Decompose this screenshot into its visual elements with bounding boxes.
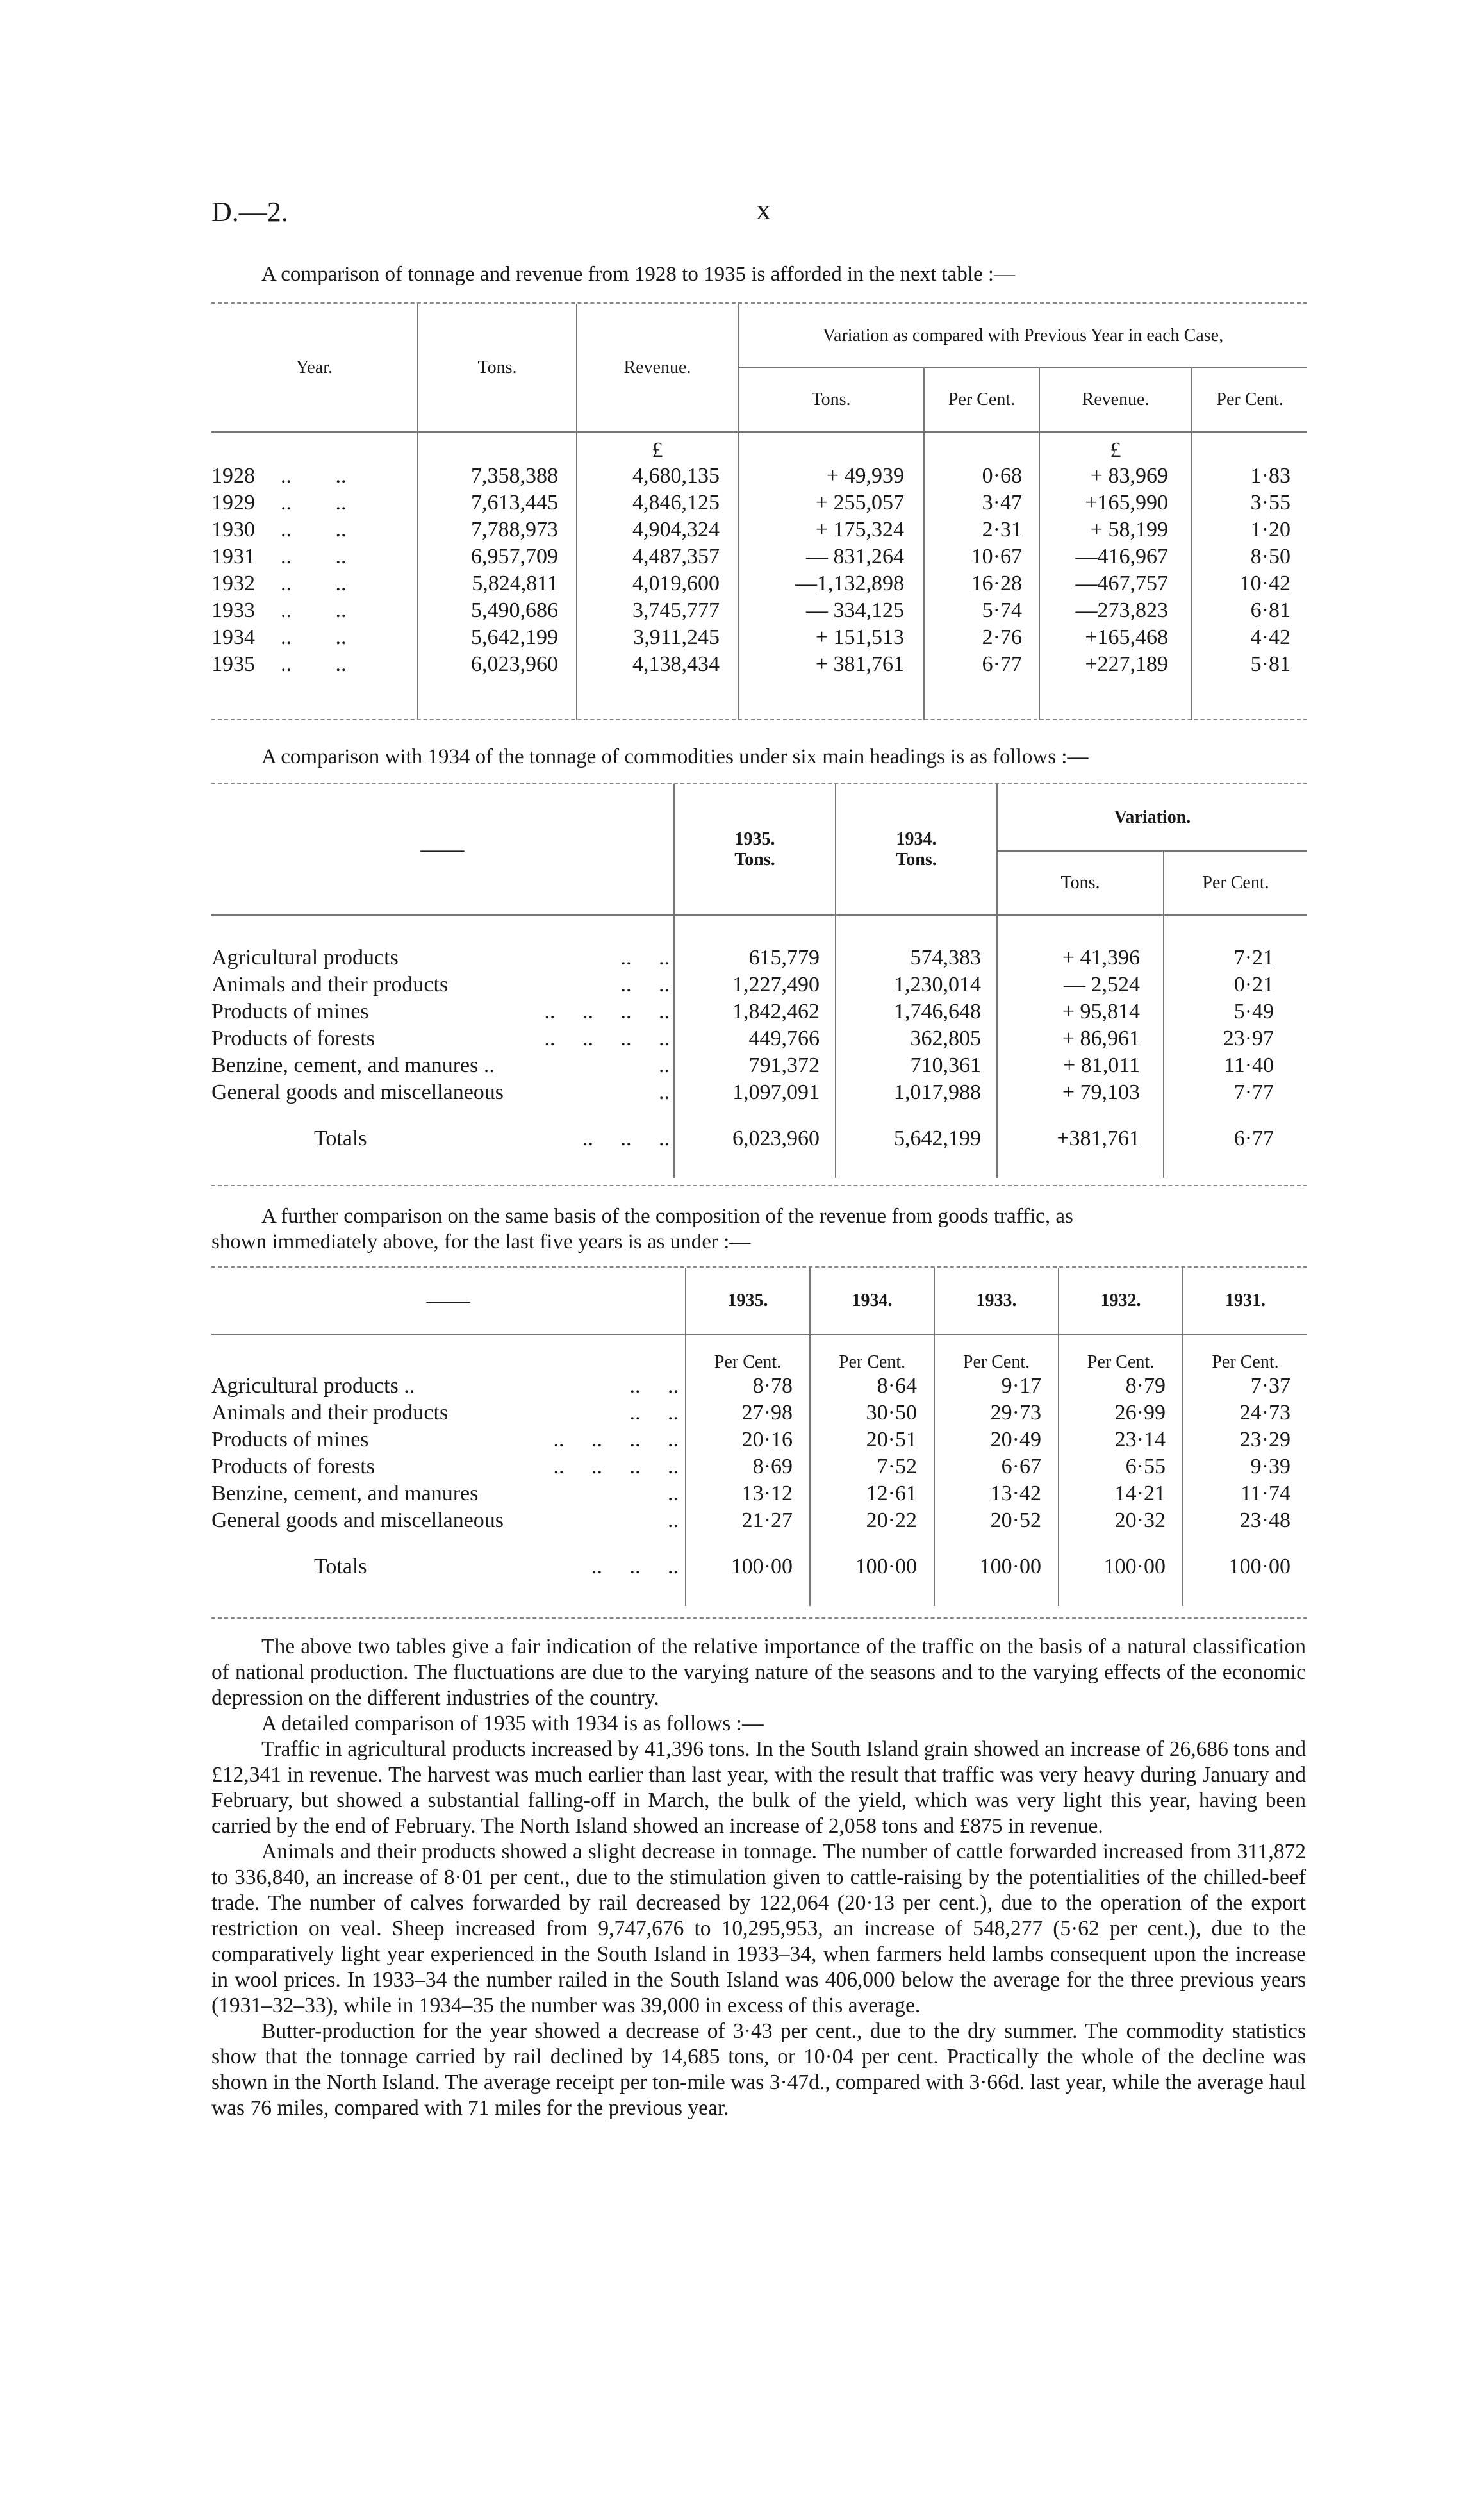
commodity-label-cell — [211, 945, 674, 971]
var-pct-cell: 10·42 — [1192, 570, 1307, 597]
revenue-cell: 4,680,135 — [577, 463, 738, 490]
pct-1931-cell: 23·29 — [1183, 1426, 1307, 1453]
table-row — [211, 1400, 1307, 1426]
table-row — [211, 1426, 1307, 1453]
tons-1934-cell: 1,746,648 — [836, 998, 997, 1025]
var-pct-cell: 4·42 — [1192, 624, 1307, 651]
var-pct-cell: 1·83 — [1192, 463, 1307, 490]
tons-1934-cell: 362,805 — [836, 1025, 997, 1052]
totals-row — [211, 1125, 1307, 1152]
pct-1933-cell: 100·00 — [934, 1553, 1059, 1580]
commodity-label: Animals and their products — [211, 973, 449, 996]
tons-1934-cell: 710,361 — [836, 1052, 997, 1079]
var-pct-cell: 5·81 — [1192, 651, 1307, 678]
commodity-label-cell — [211, 1052, 674, 1079]
tons-1934-cell: 1,230,014 — [836, 971, 997, 998]
var-revenue-cell: + 58,199 — [1039, 517, 1192, 543]
tons-1935-cell: 6,023,960 — [674, 1125, 836, 1152]
col-header-1935-year: 1935. — [734, 829, 775, 849]
tons-1935-cell: 1,842,462 — [674, 998, 836, 1025]
col-header-1935 — [674, 784, 836, 915]
pct-1935-cell: 8·69 — [686, 1453, 810, 1480]
table1-intro: A comparison of tonnage and revenue from 1928 to 1935 is afforded in the next table :— — [261, 263, 1016, 286]
commodity-label-cell — [211, 998, 674, 1025]
pct-1935-cell: 8·78 — [686, 1373, 810, 1400]
leader-dots: .. — [659, 1054, 670, 1077]
pct-1932-cell: 14·21 — [1059, 1480, 1183, 1507]
pct-1931-cell: 24·73 — [1183, 1400, 1307, 1426]
var-tons-cell: + 175,324 — [738, 517, 924, 543]
col-header-1934-unit: Tons. — [896, 849, 937, 870]
pct-1931-cell: 100·00 — [1183, 1553, 1307, 1580]
var-revenue-cell: —467,757 — [1039, 570, 1192, 597]
leader-dots: .. .. .. .. — [544, 1000, 670, 1023]
leader-dots: .. .. .. .. — [553, 1428, 679, 1451]
table3-intro-line2: shown immediately above, for the last five years is as under :— — [211, 1230, 751, 1253]
var-pct-cell: 6·77 — [924, 651, 1039, 678]
leader-dots: .. .. — [281, 652, 347, 676]
leader-dots: .. .. — [629, 1401, 679, 1425]
commodity-tonnage-table — [211, 784, 1307, 1178]
commodity-label-cell — [211, 1079, 674, 1106]
table-row — [211, 490, 1307, 517]
col-header-revenue: Revenue. — [577, 304, 738, 432]
revenue-cell: 4,904,324 — [577, 517, 738, 543]
commodity-label-cell — [211, 1553, 686, 1580]
var-pct-cell: 3·47 — [924, 490, 1039, 517]
tons-1935-cell: 1,227,490 — [674, 971, 836, 998]
var-pct-cell: 10·67 — [924, 543, 1039, 570]
paragraph: The above two tables give a fair indication of the relative importance of the traffic on the basis of a natural classification of national production. The fluctuations are due to the varying nature of the seasons and to the varying effects of the economic depression on the different industries of the country. — [211, 1635, 1306, 1710]
tons-cell: 5,642,199 — [418, 624, 577, 651]
tons-1935-cell: 791,372 — [674, 1052, 836, 1079]
table-row — [211, 1079, 1307, 1106]
year-cell — [211, 624, 418, 651]
pct-1935-cell: 13·12 — [686, 1480, 810, 1507]
leader-dots: .. .. — [281, 572, 347, 595]
var-pct-cell: 0·21 — [1164, 971, 1307, 998]
leader-dots: .. .. .. .. — [553, 1455, 679, 1478]
var-pct-cell: 7·77 — [1164, 1079, 1307, 1106]
leader-dots: .. — [668, 1482, 679, 1505]
leader-dots: .. .. — [629, 1374, 679, 1398]
var-pct-cell: 5·49 — [1164, 998, 1307, 1025]
table-row — [211, 517, 1307, 543]
leader-dots: .. .. — [281, 625, 347, 649]
col-header-variation: Variation as compared with Previous Year in each Case, — [738, 304, 1307, 368]
pct-1931-cell: 9·39 — [1183, 1453, 1307, 1480]
leader-dots: .. .. .. — [582, 1127, 670, 1150]
paragraph: Butter-production for the year showed a decrease of 3·43 per cent., due to the dry summer. The commodity statistics show that the tonnage carried by rail declined by 14,685 tons, or 10·04 per cent. Practically the whole of the decline was shown in the North Island. The average receipt per ton-mile was 3·47d., compared with 3·66d. last year, while the average haul was 76 miles, compared with 71 miles for the previous year. — [211, 2019, 1306, 2120]
var-tons-cell: + 81,011 — [997, 1052, 1164, 1079]
col-header-1935: 1935. — [686, 1268, 810, 1334]
col-header-var-pct: Per Cent. — [1164, 851, 1307, 915]
table-row — [211, 597, 1307, 624]
year-value: 1933 — [211, 599, 255, 622]
year-cell — [211, 490, 418, 517]
table-row — [211, 1373, 1307, 1400]
unit-label: Per Cent. — [810, 1334, 934, 1373]
var-revenue-cell: —273,823 — [1039, 597, 1192, 624]
table2-intro: A comparison with 1934 of the tonnage of commodities under six main headings is as follows :— — [261, 745, 1089, 768]
commodity-label: Benzine, cement, and manures .. — [211, 1054, 495, 1077]
var-tons-cell: + 49,939 — [738, 463, 924, 490]
pct-1934-cell: 100·00 — [810, 1553, 934, 1580]
var-pct-cell: 5·74 — [924, 597, 1039, 624]
var-tons-cell: + 41,396 — [997, 945, 1164, 971]
revenue-cell: 4,138,434 — [577, 651, 738, 678]
commodity-label: Totals — [314, 1555, 367, 1578]
pct-1934-cell: 8·64 — [810, 1373, 934, 1400]
table2-bottom-rule — [211, 1185, 1307, 1186]
leader-dots: .. .. — [281, 545, 347, 568]
tons-1935-cell: 615,779 — [674, 945, 836, 971]
var-tons-cell: + 381,761 — [738, 651, 924, 678]
revenue-composition-table — [211, 1268, 1307, 1606]
var-tons-cell: —1,132,898 — [738, 570, 924, 597]
year-value: 1930 — [211, 518, 255, 542]
pct-1933-cell: 13·42 — [934, 1480, 1059, 1507]
var-pct-cell: 7·21 — [1164, 945, 1307, 971]
col-header-var-revenue: Revenue. — [1039, 368, 1192, 432]
col-header-1934-year: 1934. — [896, 829, 937, 849]
commodity-label: Products of mines — [211, 1000, 369, 1023]
var-pct-cell: 3·55 — [1192, 490, 1307, 517]
year-value: 1928 — [211, 464, 255, 488]
col-header-var-pct: Per Cent. — [924, 368, 1039, 432]
pct-1935-cell: 27·98 — [686, 1400, 810, 1426]
var-revenue-cell: +165,990 — [1039, 490, 1192, 517]
var-pct-cell: 11·40 — [1164, 1052, 1307, 1079]
var-tons-cell: + 255,057 — [738, 490, 924, 517]
revenue-cell: 4,487,357 — [577, 543, 738, 570]
leader-dots: .. .. — [620, 946, 670, 970]
leader-dots: .. — [668, 1509, 679, 1532]
table-row — [211, 945, 1307, 971]
tons-cell: 6,957,709 — [418, 543, 577, 570]
revenue-cell: 3,911,245 — [577, 624, 738, 651]
commodity-label-cell — [211, 1426, 686, 1453]
var-pct-cell: 1·20 — [1192, 517, 1307, 543]
table-row — [211, 1025, 1307, 1052]
col-header-1933: 1933. — [934, 1268, 1059, 1334]
var-pct-cell: 6·81 — [1192, 597, 1307, 624]
pct-1934-cell: 7·52 — [810, 1453, 934, 1480]
table-row — [211, 998, 1307, 1025]
commodity-label-cell — [211, 1125, 674, 1152]
pct-1931-cell: 11·74 — [1183, 1480, 1307, 1507]
pct-1933-cell: 29·73 — [934, 1400, 1059, 1426]
var-pct-cell: 2·31 — [924, 517, 1039, 543]
commodity-label: Products of forests — [211, 1455, 375, 1478]
commodity-label: Products of forests — [211, 1027, 375, 1050]
var-tons-cell: + 151,513 — [738, 624, 924, 651]
commodity-label: General goods and miscellaneous — [211, 1509, 504, 1532]
commodity-label: Animals and their products — [211, 1401, 449, 1425]
tons-1935-cell: 1,097,091 — [674, 1079, 836, 1106]
pct-1932-cell: 20·32 — [1059, 1507, 1183, 1534]
commodity-label: Agricultural products — [211, 946, 399, 970]
commodity-label-cell — [211, 1025, 674, 1052]
leader-dots: .. .. — [281, 518, 347, 542]
year-cell — [211, 543, 418, 570]
pct-1935-cell: 21·27 — [686, 1507, 810, 1534]
year-cell — [211, 463, 418, 490]
col-header-1932: 1932. — [1059, 1268, 1183, 1334]
currency-symbol: £ — [577, 432, 738, 463]
leader-dots: .. .. — [620, 973, 670, 996]
var-pct-cell: 6·77 — [1164, 1125, 1307, 1152]
leader-dots: .. .. .. — [591, 1555, 679, 1578]
row-header-blank: —— — [420, 837, 465, 861]
year-value: 1932 — [211, 572, 255, 595]
table-row — [211, 463, 1307, 490]
col-header-1935-unit: Tons. — [734, 849, 775, 870]
pct-1934-cell: 30·50 — [810, 1400, 934, 1426]
leader-dots: .. .. — [281, 464, 347, 488]
var-tons-cell: + 79,103 — [997, 1079, 1164, 1106]
col-header-var-pct: Per Cent. — [1192, 368, 1307, 432]
tons-cell: 7,788,973 — [418, 517, 577, 543]
commodity-label: Totals — [314, 1127, 367, 1150]
pct-1935-cell: 20·16 — [686, 1426, 810, 1453]
tons-cell: 6,023,960 — [418, 651, 577, 678]
pct-1935-cell: 100·00 — [686, 1553, 810, 1580]
table3-bottom-rule — [211, 1617, 1307, 1619]
col-header-1934: 1934. — [810, 1268, 934, 1334]
var-tons-cell: +381,761 — [997, 1125, 1164, 1152]
revenue-cell: 4,019,600 — [577, 570, 738, 597]
document-reference: D.—2. — [211, 196, 288, 227]
page-number: x — [756, 193, 771, 226]
revenue-cell: 4,846,125 — [577, 490, 738, 517]
table-row — [211, 971, 1307, 998]
col-header-year: Year. — [295, 357, 333, 377]
unit-label: Per Cent. — [686, 1334, 810, 1373]
pct-1933-cell: 6·67 — [934, 1453, 1059, 1480]
var-revenue-cell: +165,468 — [1039, 624, 1192, 651]
var-pct-cell: 16·28 — [924, 570, 1039, 597]
table-row — [211, 651, 1307, 678]
pct-1932-cell: 100·00 — [1059, 1553, 1183, 1580]
table3-intro-line1: A further comparison on the same basis of the composition of the revenue from goods traffic, as — [261, 1205, 1073, 1228]
leader-dots: .. .. .. .. — [544, 1027, 670, 1050]
pct-1931-cell: 23·48 — [1183, 1507, 1307, 1534]
totals-row — [211, 1553, 1307, 1580]
var-revenue-cell: +227,189 — [1039, 651, 1192, 678]
table-row — [211, 543, 1307, 570]
leader-dots: .. .. — [281, 599, 347, 622]
tons-cell: 5,490,686 — [418, 597, 577, 624]
unit-label: Per Cent. — [1059, 1334, 1183, 1373]
commentary-text — [211, 1634, 1306, 2121]
table1-bottom-rule — [211, 719, 1307, 720]
year-cell — [211, 517, 418, 543]
commodity-label-cell — [211, 971, 674, 998]
leader-dots: .. .. — [281, 491, 347, 515]
pct-1932-cell: 8·79 — [1059, 1373, 1183, 1400]
var-revenue-cell: + 83,969 — [1039, 463, 1192, 490]
pct-1932-cell: 23·14 — [1059, 1426, 1183, 1453]
var-tons-cell: — 334,125 — [738, 597, 924, 624]
tons-cell: 5,824,811 — [418, 570, 577, 597]
tonnage-revenue-table — [211, 304, 1307, 720]
col-header-tons: Tons. — [418, 304, 577, 432]
col-header-var-tons: Tons. — [738, 368, 924, 432]
pct-1931-cell: 7·37 — [1183, 1373, 1307, 1400]
commodity-label: Products of mines — [211, 1428, 369, 1451]
tons-cell: 7,613,445 — [418, 490, 577, 517]
var-tons-cell: + 86,961 — [997, 1025, 1164, 1052]
var-tons-cell: — 831,264 — [738, 543, 924, 570]
table-row — [211, 1453, 1307, 1480]
tons-cell: 7,358,388 — [418, 463, 577, 490]
commodity-label-cell — [211, 1400, 686, 1426]
pct-1932-cell: 6·55 — [1059, 1453, 1183, 1480]
paragraph: Traffic in agricultural products increased by 41,396 tons. In the South Island grain showed an increase of 26,686 tons and £12,341 in revenue. The harvest was much earlier than last year, with the result that traffic was very heavy during January and February, but showed a substantial falling-off in March, the bulk of the yield, which was very light this year, having been carried by the end of February. The North Island showed an increase of 2,058 tons and £875 in revenue. — [211, 1737, 1306, 1838]
pct-1934-cell: 20·51 — [810, 1426, 934, 1453]
var-pct-cell: 2·76 — [924, 624, 1039, 651]
col-header-1934 — [836, 784, 997, 915]
tons-1934-cell: 574,383 — [836, 945, 997, 971]
table-row — [211, 1507, 1307, 1534]
year-value: 1935 — [211, 652, 255, 676]
year-cell — [211, 597, 418, 624]
commodity-label-cell — [211, 1373, 686, 1400]
tons-1934-cell: 5,642,199 — [836, 1125, 997, 1152]
revenue-cell: 3,745,777 — [577, 597, 738, 624]
var-tons-cell: — 2,524 — [997, 971, 1164, 998]
table-row — [211, 1052, 1307, 1079]
table-row — [211, 1480, 1307, 1507]
commodity-label: General goods and miscellaneous — [211, 1080, 504, 1104]
year-value: 1931 — [211, 545, 255, 568]
var-pct-cell: 8·50 — [1192, 543, 1307, 570]
paragraph: A detailed comparison of 1935 with 1934 is as follows :— — [261, 1712, 764, 1735]
col-header-var-tons: Tons. — [997, 851, 1164, 915]
commodity-label-cell — [211, 1507, 686, 1534]
var-pct-cell: 23·97 — [1164, 1025, 1307, 1052]
year-value: 1934 — [211, 625, 255, 649]
col-header-variation: Variation. — [997, 784, 1307, 851]
year-cell — [211, 651, 418, 678]
row-header-blank: —— — [426, 1288, 470, 1312]
pct-1933-cell: 20·52 — [934, 1507, 1059, 1534]
pct-1934-cell: 12·61 — [810, 1480, 934, 1507]
pct-1933-cell: 20·49 — [934, 1426, 1059, 1453]
unit-label: Per Cent. — [934, 1334, 1059, 1373]
year-cell — [211, 570, 418, 597]
table-row — [211, 624, 1307, 651]
paragraph: Animals and their products showed a slight decrease in tonnage. The number of cattle forwarded increased from 311,872 to 336,840, an increase of 8·01 per cent., due to the stimulation given to cattle-raising by the potentialities of the chilled-beef trade. The number of calves forwarded by rail decreased by 122,064 (20·13 per cent.), due to the operation of the export restriction on veal. Sheep increased from 9,747,676 to 10,295,953, an increase of 548,277 (5·62 per cent.), due to the comparatively light year experienced in the South Island in 1933–34, when farmers held lambs consequent upon the increase in wool prices. In 1933–34 the number railed in the South Island was 406,000 below the average for the three previous years (1931–32–33), while in 1934–35 the number was 39,000 in excess of this average. — [211, 1840, 1306, 2017]
commodity-label-cell — [211, 1453, 686, 1480]
pct-1934-cell: 20·22 — [810, 1507, 934, 1534]
table-row — [211, 570, 1307, 597]
currency-symbol: £ — [1039, 432, 1192, 463]
unit-label: Per Cent. — [1183, 1334, 1307, 1373]
tons-1934-cell: 1,017,988 — [836, 1079, 997, 1106]
col-header-1931: 1931. — [1183, 1268, 1307, 1334]
year-value: 1929 — [211, 491, 255, 515]
commodity-label: Agricultural products .. — [211, 1374, 415, 1398]
pct-1932-cell: 26·99 — [1059, 1400, 1183, 1426]
var-revenue-cell: —416,967 — [1039, 543, 1192, 570]
var-pct-cell: 0·68 — [924, 463, 1039, 490]
commodity-label: Benzine, cement, and manures — [211, 1482, 479, 1505]
tons-1935-cell: 449,766 — [674, 1025, 836, 1052]
leader-dots: .. — [659, 1080, 670, 1104]
pct-1933-cell: 9·17 — [934, 1373, 1059, 1400]
commodity-label-cell — [211, 1480, 686, 1507]
var-tons-cell: + 95,814 — [997, 998, 1164, 1025]
